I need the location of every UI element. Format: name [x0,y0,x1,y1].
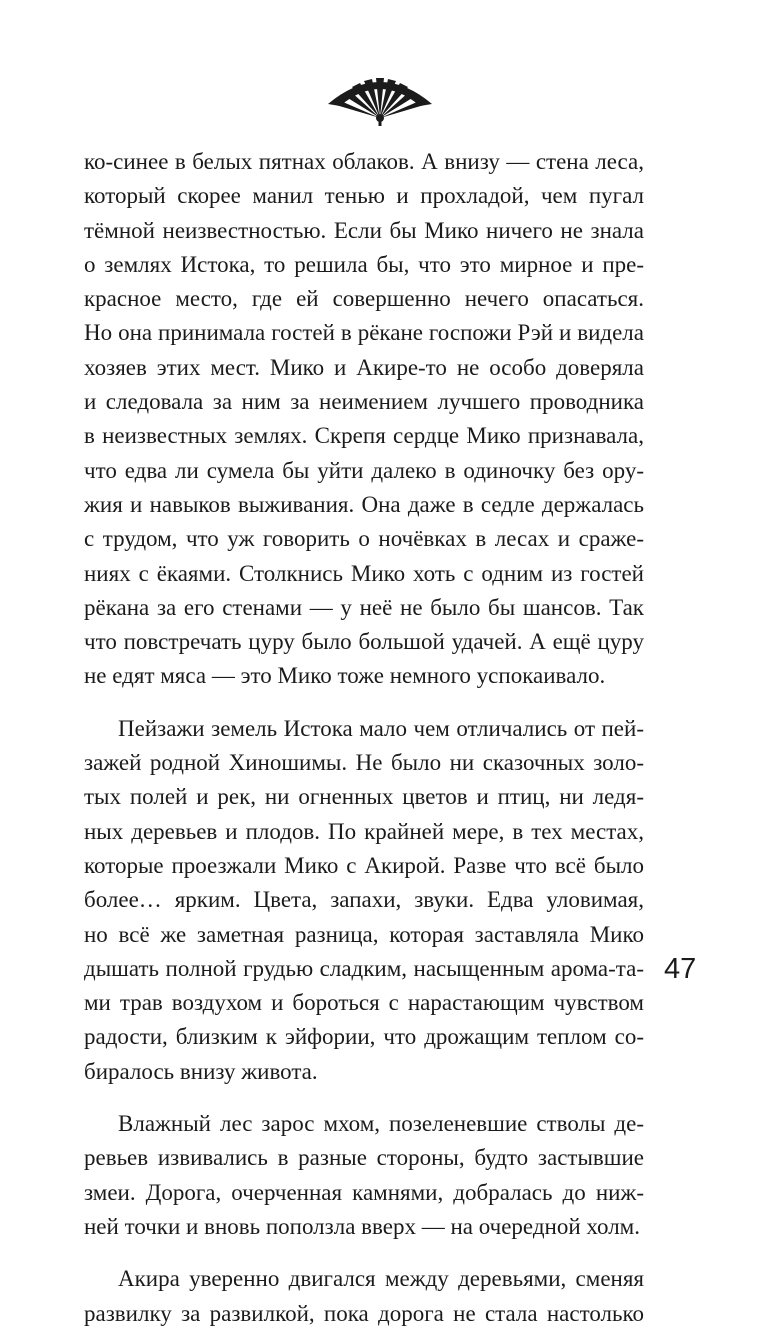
text-line: что едва ли сумела бы уйти далеко в одиночку без ору- [84,457,644,483]
paragraph-4 [84,1262,644,1331]
text-line: который скорее манил тенью и прохладой, чем пугал [84,183,644,209]
body-text [84,145,644,1331]
text-line: Но она принимала гостей в рёкане госпожи Рэй и видела [84,320,644,346]
text-line: о землях Истока, то решила бы, что это мирное и пре- [84,251,644,277]
text-line: развилку за развилкой, пока дорога не стала настолько [84,1300,644,1326]
text-line: змеи. Дорога, очерченная камнями, добралась до ниж- [84,1179,644,1205]
text-line: дышать полной грудью сладким, насыщенным арома-та- [84,955,644,981]
text-line: жия и навыков выживания. Она даже в седле держалась [84,491,644,517]
fan-ornament-icon [320,66,440,128]
text-line: рёкана за его стенами — у неё не было бы шансов. Так [84,594,644,620]
text-line: радости, близким к эйфории, что дрожащим теплом со- [84,1024,644,1050]
text-line: ми трав воздухом и бороться с нарастающим чувством [84,990,644,1016]
text-line: более… ярким. Цвета, запахи, звуки. Едва уловимая, [84,887,644,913]
text-line: которые проезжали Мико с Акирой. Разве что всё было [84,852,644,878]
text-line: зажей родной Хиношимы. Не было ни сказочных золо- [84,750,644,776]
text-line: ней точки и вновь поползла вверх — на очередной холм. [84,1213,640,1239]
paragraph-3 [84,1107,644,1244]
text-line: в неизвестных землях. Скрепя сердце Мико признавала, [84,423,644,449]
text-line: тых полей и рек, ни огненных цветов и птиц, ни ледя- [84,784,644,810]
text-line: не едят мяса — это Мико тоже немного успокаивало. [84,663,606,689]
text-line: Влажный лес зарос мхом, позеленевшие стволы де- [118,1111,644,1137]
text-line: ных деревьев и плодов. По крайней мере, в тех местах, [84,818,644,844]
text-line: ко-синее в белых пятнах облаков. А внизу — стена леса, [84,149,644,174]
text-line: что повстречать цуру было большой удачей. А ещё цуру [84,629,644,655]
text-line: хозяев этих мест. Мико и Акире-то не особо доверяла [84,354,644,380]
page-number: 47 [664,953,697,985]
text-line: ревьев извивались в разные стороны, будто застывшие [84,1145,644,1171]
text-line: Акира уверенно двигался между деревьями, сменяя [118,1266,644,1292]
text-line: тёмной неизвестностью. Если бы Мико ничего не знала [84,217,644,243]
paragraph-2 [84,712,644,1089]
text-line: ниях с ёкаями. Столкнись Мико хоть с одним из гостей [84,560,644,586]
text-line: и следовала за ним за неимением лучшего проводника [84,389,644,415]
paragraph-1 [84,145,644,694]
text-line: биралось внизу живота. [84,1058,318,1084]
text-line: с трудом, что уж говорить о ночёвках в лесах и сраже- [84,526,644,552]
text-line: Пейзажи земель Истока мало чем отличались от пей- [118,715,644,741]
text-line: но всё же заметная разница, которая заставляла Мико [84,921,644,947]
text-line: красное место, где ей совершенно нечего опасаться. [84,286,644,312]
